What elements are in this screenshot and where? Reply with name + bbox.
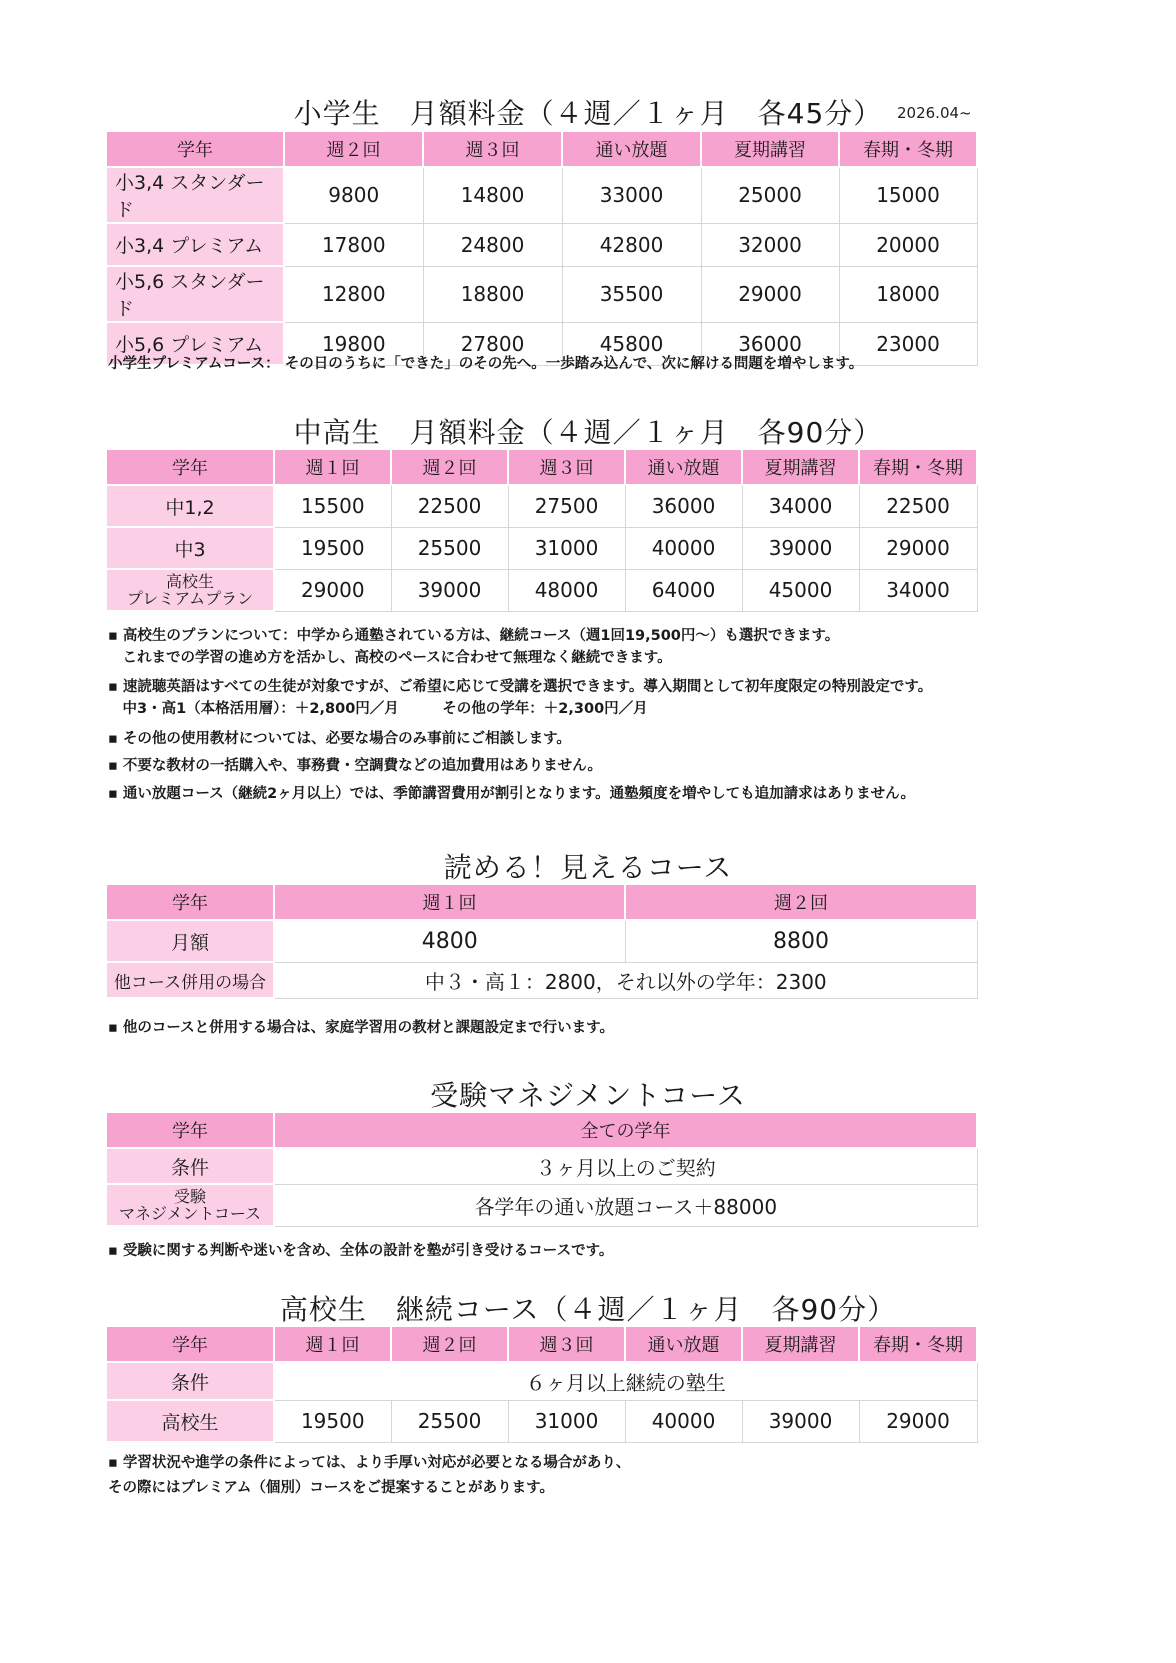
header-grade: 学年 — [106, 884, 274, 920]
price-cell: 27500 — [508, 485, 625, 527]
middle-note: 中3・高1（本格活用層）：＋2,800円／月 その他の学年：＋2,300円／月 — [108, 701, 648, 717]
price-cell: 39000 — [391, 569, 508, 611]
price-cell: 25000 — [701, 167, 839, 223]
price-cell: 29000 — [859, 527, 977, 569]
row-label: 条件 — [106, 1362, 274, 1400]
exam-note: ▪ 受験に関する判断や迷いを含め、全体の設計を塾が引き受けるコースです。 — [108, 1243, 614, 1259]
price-cell: 19500 — [274, 1400, 391, 1442]
price-cell: 25500 — [391, 527, 508, 569]
price-cell: 27800 — [423, 322, 562, 365]
row-label: 中3 — [106, 527, 274, 569]
table-row — [106, 527, 977, 569]
price-cell: 20000 — [839, 223, 977, 266]
price-cell: 36000 — [701, 322, 839, 365]
price-cell: 29000 — [274, 569, 391, 611]
price-cell: 22500 — [859, 485, 977, 527]
price-cell: 31000 — [508, 1400, 625, 1442]
price-cell: 64000 — [625, 569, 742, 611]
row-label: 他コース併用の場合 — [106, 962, 274, 998]
highschool-note: ▪ 学習状況や進学の条件によっては、より手厚い対応が必要となる場合があり、 — [108, 1455, 631, 1471]
price-cell: 15500 — [274, 485, 391, 527]
price-cell: 42800 — [562, 223, 701, 266]
header-three-weekly: 週３回 — [508, 449, 625, 485]
row-label: 小3,4 プレミアム — [106, 223, 284, 266]
price-cell: 18000 — [839, 266, 977, 322]
header-three-weekly: 週３回 — [423, 131, 562, 167]
price-cell: 48000 — [508, 569, 625, 611]
price-cell: 45000 — [742, 569, 859, 611]
price-cell: 34000 — [859, 569, 977, 611]
row-label-line: マネジメントコース — [118, 1204, 262, 1223]
price-cell: 34000 — [742, 485, 859, 527]
header-summer: 夏期講習 — [742, 449, 859, 485]
price-cell: 19800 — [284, 322, 423, 365]
row-label: 高校生 — [106, 1400, 274, 1442]
row-label-line: プレミアムプラン — [126, 589, 254, 608]
row-label: 小3,4 スタンダード — [106, 167, 284, 223]
condition-cell: ６ヶ月以上継続の塾生 — [274, 1362, 977, 1400]
table-header-row — [106, 1112, 977, 1148]
table-header-row — [106, 449, 977, 485]
table-row — [106, 266, 977, 322]
table-row — [106, 1148, 977, 1184]
elementary-fee-table — [105, 130, 978, 366]
table-row — [106, 485, 977, 527]
row-label: 中1,2 — [106, 485, 274, 527]
header-twice-weekly: 週２回 — [391, 449, 508, 485]
header-once-weekly: 週１回 — [274, 449, 391, 485]
middle-note: ▪ その他の使用教材については、必要な場合のみ事前にご相談します。 — [108, 731, 571, 747]
header-twice-weekly: 週２回 — [391, 1326, 508, 1362]
header-twice-weekly: 週２回 — [284, 131, 423, 167]
header-grade: 学年 — [106, 131, 284, 167]
price-cell: 25500 — [391, 1400, 508, 1442]
middle-title: 中高生 月額料金（４週／１ヶ月 各90分） — [293, 416, 883, 449]
table-row — [106, 1362, 977, 1400]
exam-title: 受験マネジメントコース — [430, 1079, 746, 1112]
price-cell: 45800 — [562, 322, 701, 365]
table-header-row — [106, 884, 977, 920]
price-cell: 23000 — [839, 322, 977, 365]
header-spring-winter: 春期・冬期 — [859, 1326, 977, 1362]
reading-note: ▪ 他のコースと併用する場合は、家庭学習用の教材と課題設定まで行います。 — [108, 1020, 614, 1036]
table-row — [106, 167, 977, 223]
header-spring-winter: 春期・冬期 — [859, 449, 977, 485]
header-once-weekly: 週１回 — [274, 1326, 391, 1362]
row-label — [106, 1184, 274, 1226]
header-twice-weekly: 週２回 — [625, 884, 977, 920]
header-unlimited: 通い放題 — [625, 1326, 742, 1362]
row-label-line: 高校生 — [165, 572, 214, 591]
price-cell: 15000 — [839, 167, 977, 223]
exam-fee-table — [105, 1111, 978, 1227]
middle-note: ▪ 通い放題コース（継続2ヶ月以上）では、季節講習費用が割引となります。通塾頻度を増やしても追加請求はありません。 — [108, 786, 915, 802]
price-cell: 31000 — [508, 527, 625, 569]
price-cell: 22500 — [391, 485, 508, 527]
highschool-note: その際にはプレミアム（個別）コースをご提案することがあります。 — [108, 1480, 555, 1496]
table-row — [106, 1184, 977, 1226]
row-label: 小5,6 プレミアム — [106, 322, 284, 365]
table-row — [106, 1400, 977, 1442]
header-grade: 学年 — [106, 1112, 274, 1148]
header-three-weekly: 週３回 — [508, 1326, 625, 1362]
row-label: 小5,6 スタンダード — [106, 266, 284, 322]
row-label — [106, 569, 274, 611]
highschool-fee-table — [105, 1325, 978, 1443]
highschool-title: 高校生 継続コース（４週／１ヶ月 各90分） — [279, 1293, 897, 1326]
elementary-note: 小学生プレミアムコース： その日のうちに「できた」のその先へ。一歩踏み込んで、次に解ける問題を増やします。 — [108, 356, 864, 372]
reading-fee-table — [105, 883, 978, 999]
row-label: 月額 — [106, 920, 274, 962]
date-label: 2026.04~ — [897, 104, 972, 122]
price-cell: 40000 — [625, 1400, 742, 1442]
table-row — [106, 920, 977, 962]
table-row — [106, 569, 977, 611]
table-header-row — [106, 1326, 977, 1362]
middle-note: これまでの学習の進め方を活かし、高校のペースに合わせて無理なく継続できます。 — [108, 650, 672, 666]
middle-note: ▪ 速読聴英語はすべての生徒が対象ですが、ご希望に応じて受講を選択できます。導入期間として初年度限定の特別設定です。 — [108, 679, 933, 695]
header-unlimited: 通い放題 — [625, 449, 742, 485]
reading-title: 読める！見えるコース — [443, 851, 733, 884]
price-cell: 14800 — [423, 167, 562, 223]
header-summer: 夏期講習 — [701, 131, 839, 167]
price-cell: 39000 — [742, 1400, 859, 1442]
price-cell: 8800 — [625, 920, 977, 962]
price-cell: 18800 — [423, 266, 562, 322]
price-cell: 4800 — [274, 920, 625, 962]
middle-note: ▪ 不要な教材の一括購入や、事務費・空調費などの追加費用はありません。 — [108, 758, 602, 774]
combined-price-cell: 中３・高１：2800，それ以外の学年：2300 — [274, 962, 977, 998]
header-unlimited: 通い放題 — [562, 131, 701, 167]
header-once-weekly: 週１回 — [274, 884, 625, 920]
condition-cell: ３ヶ月以上のご契約 — [274, 1148, 977, 1184]
row-label: 条件 — [106, 1148, 274, 1184]
price-cell: 29000 — [859, 1400, 977, 1442]
table-row — [106, 223, 977, 266]
middle-note: ▪ 高校生のプランについて：中学から通塾されている方は、継続コース（週1回19,500円〜）も選択できます。 — [108, 628, 840, 644]
table-header-row — [106, 131, 977, 167]
header-grade: 学年 — [106, 1326, 274, 1362]
header-all-grades: 全ての学年 — [274, 1112, 977, 1148]
header-spring-winter: 春期・冬期 — [839, 131, 977, 167]
price-cell: 17800 — [284, 223, 423, 266]
price-cell: 各学年の通い放題コース＋88000 — [274, 1184, 977, 1226]
price-cell: 35500 — [562, 266, 701, 322]
price-cell: 36000 — [625, 485, 742, 527]
price-cell: 12800 — [284, 266, 423, 322]
price-cell: 32000 — [701, 223, 839, 266]
price-cell: 19500 — [274, 527, 391, 569]
header-grade: 学年 — [106, 449, 274, 485]
price-cell: 40000 — [625, 527, 742, 569]
table-row — [106, 962, 977, 998]
price-cell: 33000 — [562, 167, 701, 223]
price-cell: 9800 — [284, 167, 423, 223]
price-cell: 39000 — [742, 527, 859, 569]
elementary-title: 小学生 月額料金（４週／１ヶ月 各45分） — [293, 97, 883, 130]
row-label-line: 受験 — [173, 1187, 206, 1206]
header-summer: 夏期講習 — [742, 1326, 859, 1362]
middle-fee-table — [105, 448, 978, 612]
price-cell: 24800 — [423, 223, 562, 266]
price-cell: 29000 — [701, 266, 839, 322]
